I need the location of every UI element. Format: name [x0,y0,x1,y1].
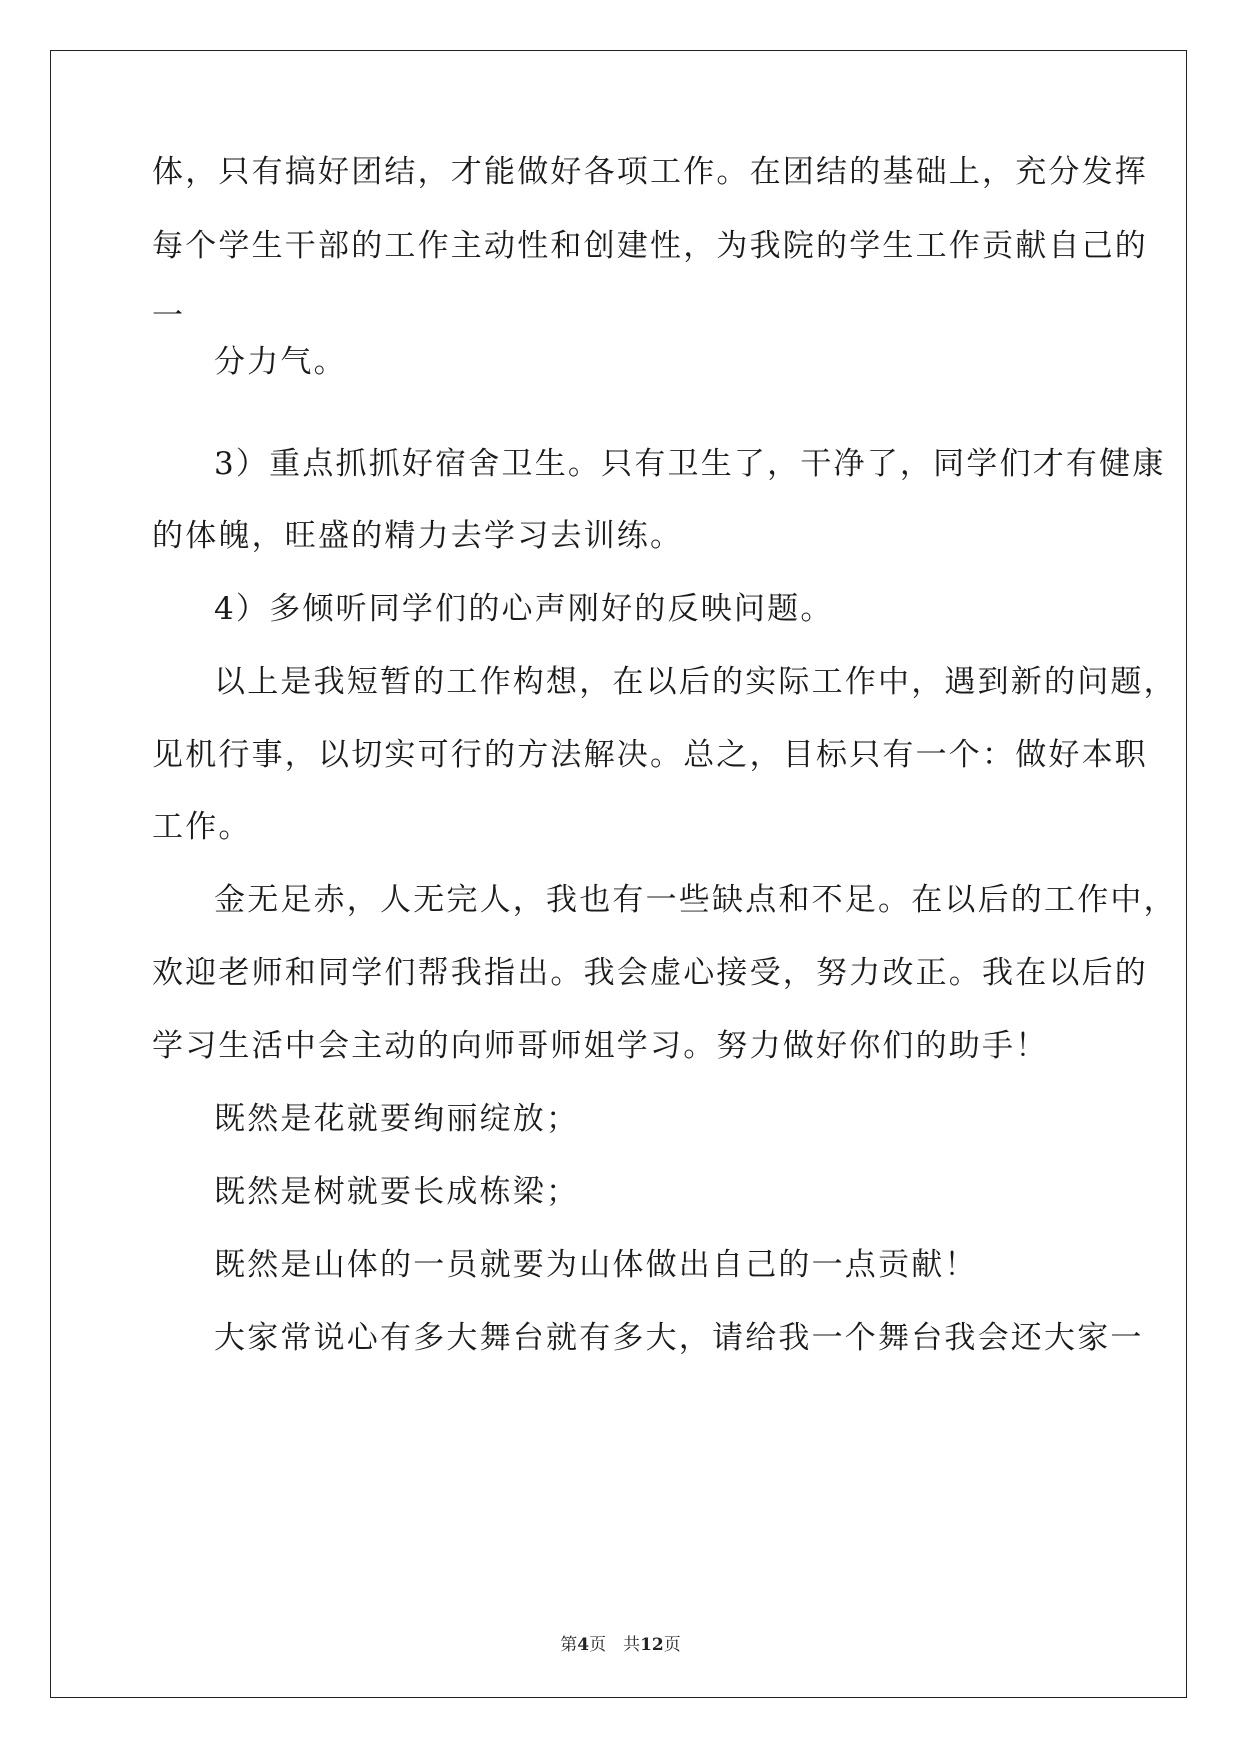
body-line: 分力气。 [214,344,347,380]
body-line: 既然是树就要长成栋梁； [214,1174,580,1210]
body-line: 3）重点抓抓好宿舍卫生。只有卫生了，干净了，同学们才有健康 [214,446,1166,482]
page-border [50,50,1187,1698]
body-line: 的体魄，旺盛的精力去学习去训练。 [152,518,684,554]
body-line: 大家常说心有多大舞台就有多大，请给我一个舞台我会还大家一 [214,1320,1144,1356]
body-line: 每个学生干部的工作主动性和创建性，为我院的学生工作贡献自己的 [152,228,1148,264]
body-line: 欢迎老师和同学们帮我指出。我会虚心接受，努力改正。我在以后的 [152,955,1148,991]
current-page-number: 4 [577,1635,590,1655]
total-page-number: 12 [640,1635,664,1655]
page-number-footer [0,1630,1241,1655]
body-line: 金无足赤，人无完人，我也有一些缺点和不足。在以后的工作中， [214,882,1177,918]
body-line: 一 [152,298,186,334]
body-line: 工作。 [152,809,252,845]
body-line: 体，只有搞好团结，才能做好各项工作。在团结的基础上，充分发挥 [152,154,1148,190]
body-line: 学习生活中会主动的向师哥师姐学习。努力做好你们的助手！ [152,1028,1049,1064]
body-line: 既然是花就要绚丽绽放； [214,1101,580,1137]
body-line: 以上是我短暂的工作构想，在以后的实际工作中，遇到新的问题， [214,664,1177,700]
body-line: 见机行事，以切实可行的方法解决。总之，目标只有一个：做好本职 [152,737,1148,773]
body-line: 4）多倾听同学们的心声刚好的反映问题。 [214,591,834,627]
page-middle-text: 页 共 [589,1635,641,1655]
page-prefix: 第 [560,1635,578,1655]
page-suffix: 页 [663,1635,681,1655]
body-line: 既然是山体的一员就要为山体做出自己的一点贡献！ [214,1247,978,1283]
